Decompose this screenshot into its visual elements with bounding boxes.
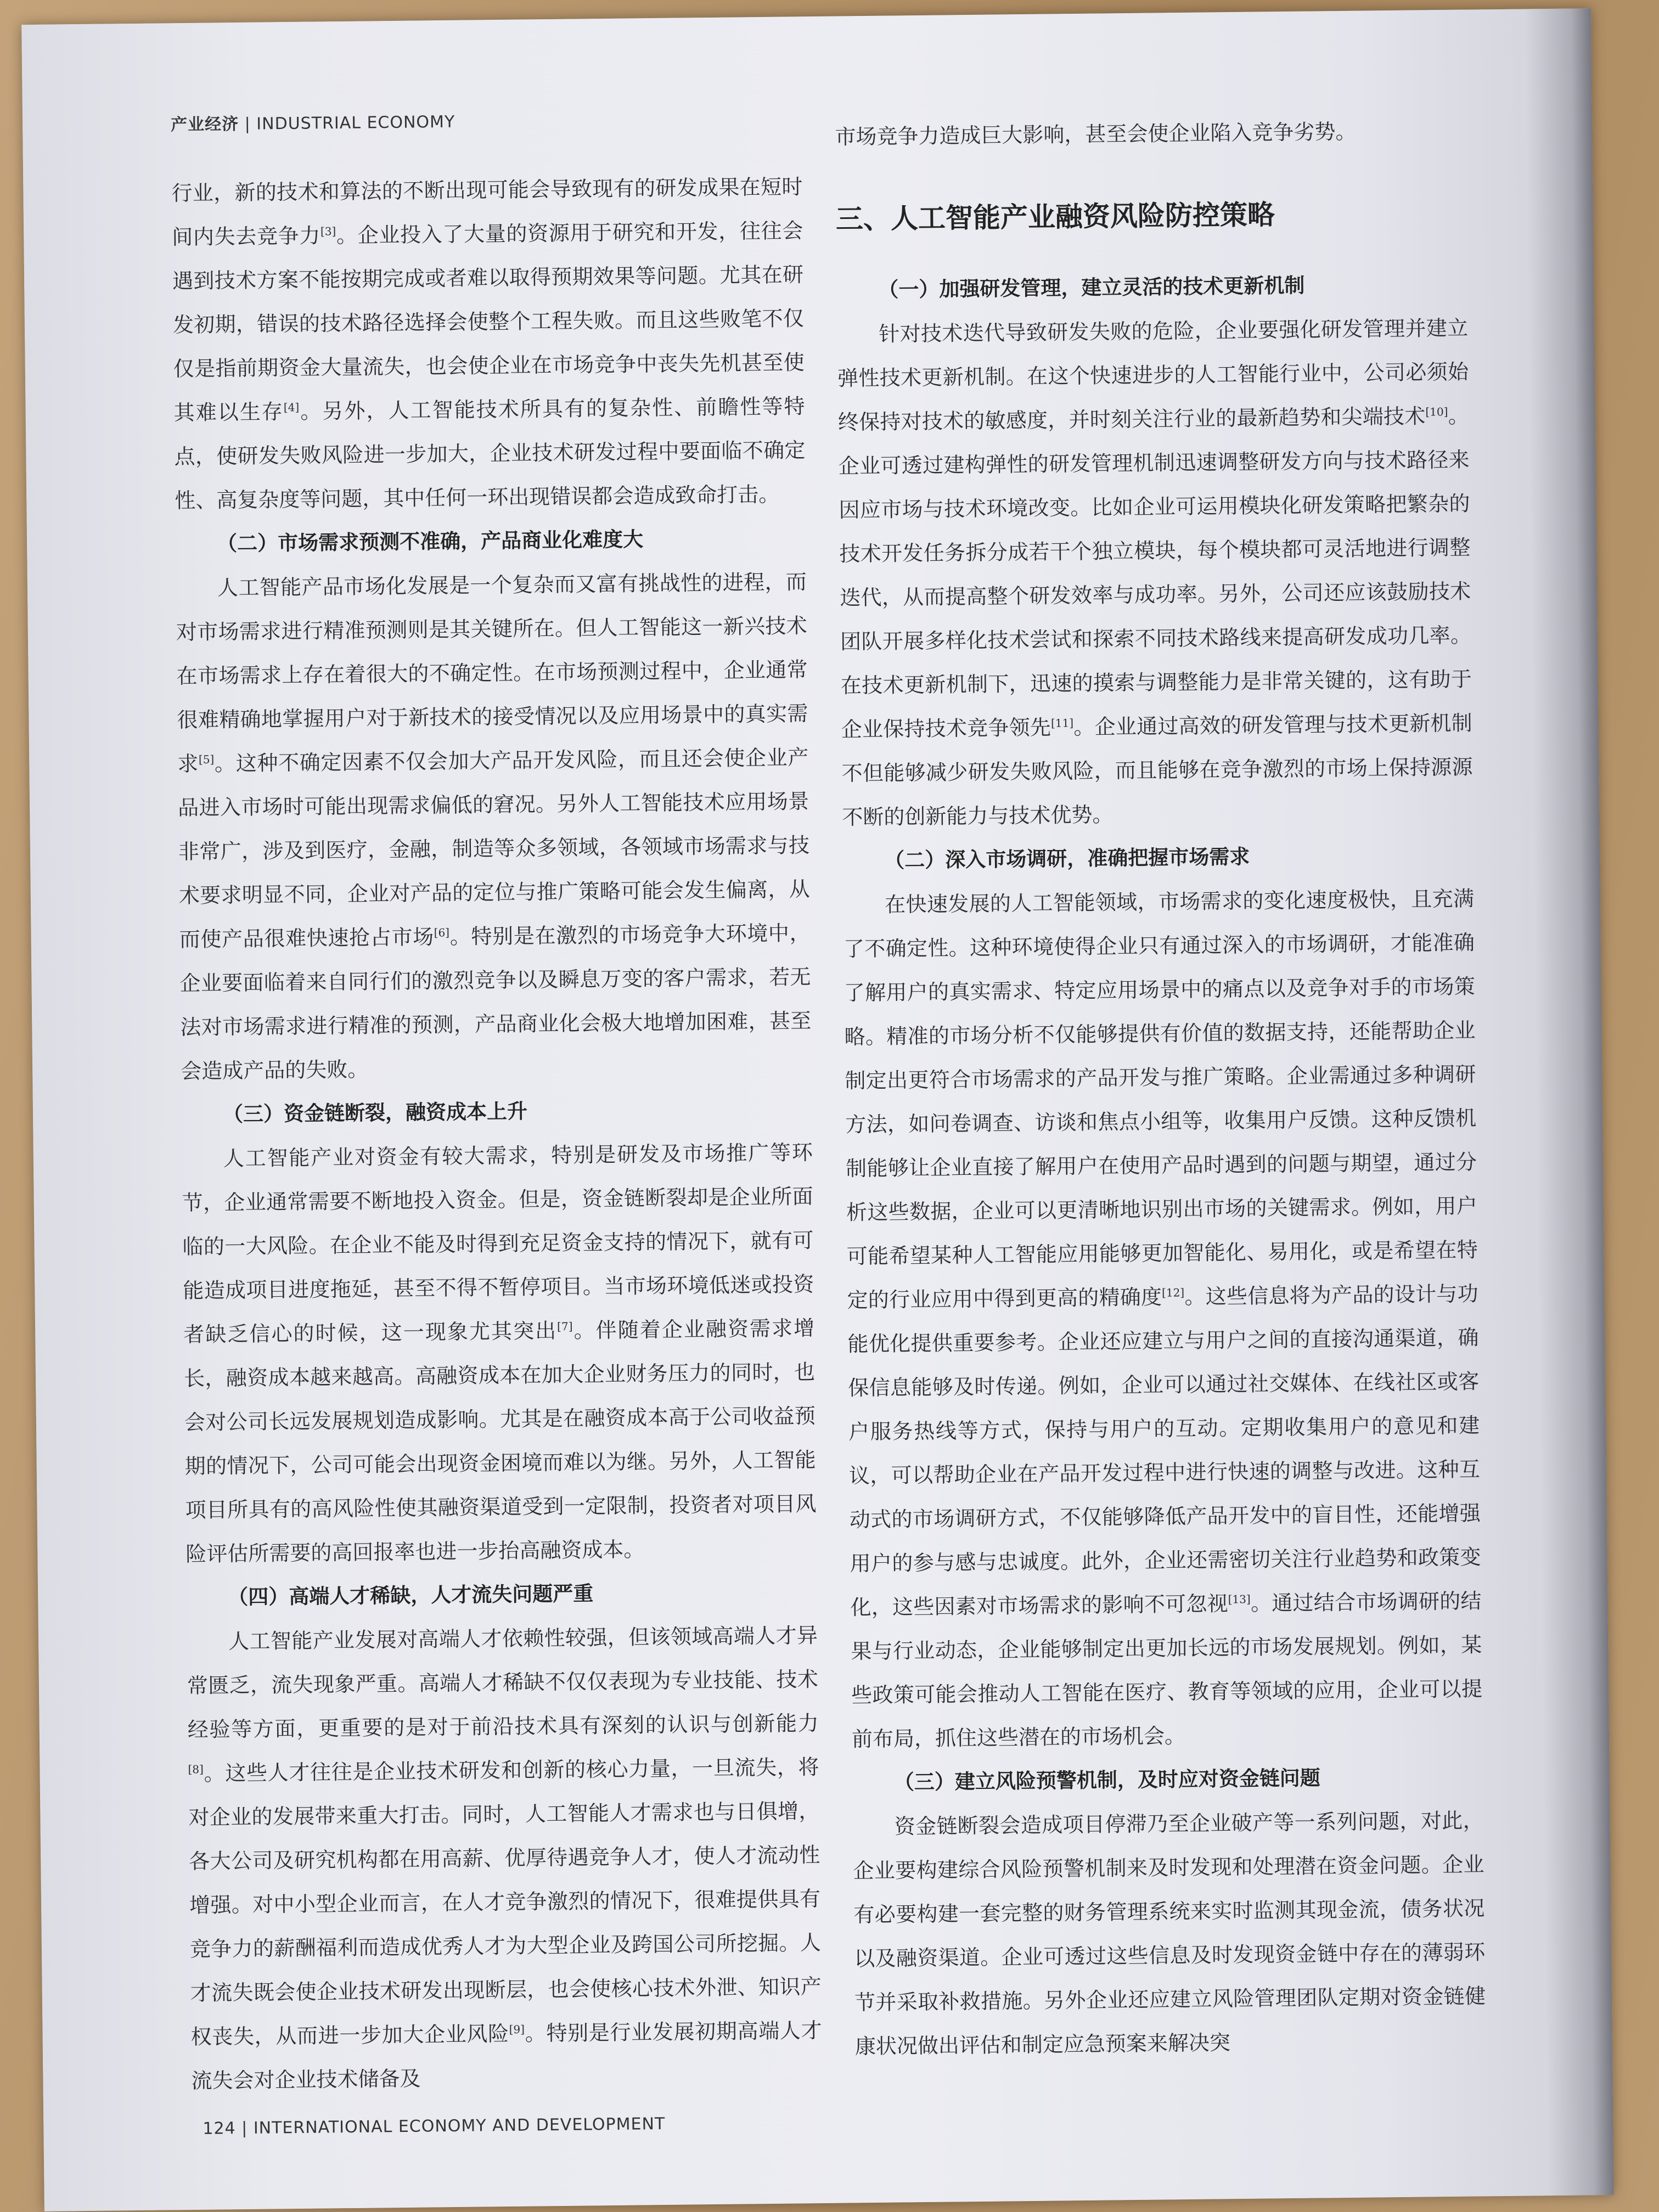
subsection-heading: （二）深入市场调研，准确把握市场需求 — [884, 845, 1250, 873]
subsection-heading: （四）高端人才稀缺，人才流失问题严重 — [228, 1581, 594, 1609]
paragraph: 针对技术迭代导致研发失败的危险，企业要强化研发管理并建立弹性技术更新机制。在这个快速进步的人工智能行业中，公司必须始终保持对技术的敏感度，并时刻关注行业的最新趋势和尖端技术[10]。企业可透过建构弹性的研发管理机制迅速调整研发方向与技术路径来因应市场与技术环境改变。比如企业可运用模块化研发策略把繁杂的技术开发任务拆分成若干个独立模块，每个模块都可灵活地进行调整迭代，从而提高整个研发效率与成功率。另外，公司还应该鼓励技术团队开展多样化技术尝试和探索不同技术路线来提高研发成功几率。在技术更新机制下，迅速的摸索与调整能力是非常关键的，这有助于企业保持技术竞争领先[11]。企业通过高效的研发管理与技术更新机制不但能够减少研发失败风险，而且能够在竞争激烈的市场上保持源源不断的创新能力与技术优势。 — [837, 316, 1473, 830]
paragraph: 资金链断裂会造成项目停滞乃至企业破产等一系列问题，对此，企业要构建综合风险预警机制来及时发现和处理潜在资金问题。企业有必要构建一套完整的财务管理系统来实时监测其现金流，债务状况以及融资渠道。企业可透过这些信息及时发现资金链中存在的薄弱环节并采取补救措施。另外企业还应建立风险管理团队定期对资金链健康状况做出评估和制定应急预案来解决突 — [853, 1808, 1486, 2059]
citation: [8] — [188, 1763, 204, 1776]
paragraph: 在快速发展的人工智能领域，市场需求的变化速度极快，且充满了不确定性。这种环境使得企业只有通过深入的市场调研，才能准确了解用户的真实需求、特定应用场景中的痛点以及竞争对手的市场策略。精准的市场分析不仅能够提供有价值的数据支持，还能帮助企业制定出更符合市场需求的产品开发与推广策略。企业需通过多种调研方法，如问卷调查、访谈和焦点小组等，收集用户反馈。这种反馈机制能够让企业直接了解用户在使用产品时遇到的问题与期望，通过分析这些数据，企业可以更清晰地识别出市场的关键需求。例如，用户可能希望某种人工智能应用能够更加智能化、易用化，或是希望在特定的行业应用中得到更高的精确度[12]。这些信息将为产品的设计与功能优化提供重要参考。企业还应建立与用户之间的直接沟通渠道，确保信息能够及时传递。例如，企业可以通过社交媒体、在线社区或客户服务热线等方式，保持与用户的互动。定期收集用户的意见和建议，可以帮助企业在产品开发过程中进行快速的调整与改进。这种互动式的市场调研方式，不仅能够降低产品开发中的盲目性，还能增强用户的参与感与忠诚度。此外，企业还需密切关注行业趋势和政策变化，这些因素对市场需求的影响不可忽视[13]。通过结合市场调研的结果与行业动态，企业能够制定出更加长远的市场发展规划。例如，某些政策可能会推动人工智能在医疗、教育等领域的应用，企业可以提前布局，抓住这些潜在的市场机会。 — [843, 886, 1483, 1752]
paragraph: 人工智能产业对资金有较大需求，特别是研发及市场推广等环节，企业通常需要不断地投入资金。但是，资金链断裂却是企业所面临的一大风险。在企业不能及时得到充足资金支持的情况下，就有可能造成项目进度拖延，甚至不得不暂停项目。当市场环境低迷或投资者缺乏信心的时候，这一现象尤其突出[7]。伴随着企业融资需求增长，融资成本越来越高。高融资成本在加大企业财务压力的同时，也会对公司长远发展规划造成影响。尤其是在融资成本高于公司收益预期的情况下，公司可能会出现资金困境而难以为继。另外，人工智能项目所具有的高风险性使其融资渠道受到一定限制，投资者对项目风险评估所需要的高回报率也进一步抬高融资成本。 — [182, 1140, 817, 1567]
left-column — [171, 165, 823, 2103]
running-header — [171, 108, 455, 135]
paragraph: 人工智能产品市场化发展是一个复杂而又富有挑战性的进程，而对市场需求进行精准预测则是其关键所在。但人工智能这一新兴技术在市场需求上存在着很大的不确定性。在市场预测过程中，企业通常很难精确地掌握用户对于新技术的接受情况以及应用场景中的真实需求[5]。这种不确定因素不仅会加大产品开发风险，而且还会使企业产品进入市场时可能出现需求偏低的窘况。另外人工智能技术应用场景非常广，涉及到医疗，金融，制造等众多领域，各领域市场需求与技术要求明显不同，企业对产品的定位与推广策略可能会发生偏离，从而使产品很难快速抢占市场[6]。特别是在激烈的市场竞争大环境中，企业要面临着来自同行们的激烈竞争以及瞬息万变的客户需求，若无法对市场需求进行精准的预测，产品商业化会极大地增加困难，甚至会造成产品的失败。 — [176, 570, 812, 1084]
subsection-heading: （二）市场需求预测不准确，产品商业化难度大 — [216, 527, 644, 556]
subsection-heading: （三）资金链断裂，融资成本上升 — [222, 1099, 528, 1127]
journal-name: INTERNATIONAL ECONOMY AND DEVELOPMENT — [253, 2114, 666, 2138]
paragraph: 行业，新的技术和算法的不断出现可能会导致现有的研发成果在短时间内失去竞争力[3]。企业投入了大量的资源用于研究和开发，往往会遇到技术方案不能按期完成或者难以取得预期效果等问题。尤其在研发初期，错误的技术路径选择会使整个工程失败。而且这些败笔不仅仅是指前期资金大量流失，也会使企业在市场竞争中丧失先机甚至使其难以生存[4]。另外，人工智能技术所具有的复杂性、前瞻性等特点，使研发失败风险进一步加大，企业技术研发过程中要面临不确定性、高复杂度等问题，其中任何一环出现错误都会造成致命打击。 — [171, 175, 806, 513]
citation: [12] — [1161, 1286, 1185, 1299]
header-separator: | — [244, 114, 251, 134]
citation: [11] — [1050, 716, 1074, 730]
citation: [3] — [320, 224, 336, 238]
page-number: 124 — [203, 2119, 236, 2138]
section-title: 三、人工智能产业融资风险防控策略 — [835, 199, 1275, 235]
header-section-en: INDUSTRIAL ECONOMY — [256, 112, 455, 134]
paragraph: 市场竞争力造成巨大影响，甚至会使企业陷入竞争劣势。 — [835, 119, 1357, 149]
right-column — [835, 109, 1486, 2069]
paragraph: 人工智能产业发展对高端人才依赖性较强，但该领域高端人才异常匮乏，流失现象严重。高端人才稀缺不仅仅表现为专业技能、技术经验等方面，更重要的是对于前沿技术具有深刻的认识与创新能力[8]。这些人才往往是企业技术研发和创新的核心力量，一旦流失，将对企业的发展带来重大打击。同时，人工智能人才需求也与日俱增，各大公司及研究机构都在用高薪、优厚待遇竞争人才，使人才流动性增强。对中小型企业而言，在人才竞争激烈的情况下，很难提供具有竞争力的薪酬福利而造成优秀人才为大型企业及跨国公司所挖掘。人才流失既会使企业技术研发出现断层，也会使核心技术外泄、知识产权丧失，从而进一步加大企业风险[9]。特别是行业发展初期高端人才流失会对企业技术储备及 — [187, 1623, 822, 2093]
journal-page — [21, 8, 1614, 2211]
footer-separator: | — [241, 2118, 248, 2138]
citation: [13] — [1228, 1592, 1251, 1606]
subsection-heading: （一）加强研发管理，建立灵活的技术更新机制 — [878, 273, 1305, 302]
citation: [6] — [434, 926, 450, 939]
subsection-heading: （三）建立风险预警机制，及时应对资金链问题 — [893, 1766, 1321, 1794]
running-footer — [203, 2114, 665, 2138]
header-section-cn: 产业经济 — [170, 114, 239, 135]
citation: [10] — [1425, 405, 1448, 419]
citation: [7] — [556, 1320, 573, 1333]
citation: [5] — [198, 752, 215, 767]
citation: [9] — [509, 2023, 525, 2036]
citation: [4] — [283, 401, 300, 414]
